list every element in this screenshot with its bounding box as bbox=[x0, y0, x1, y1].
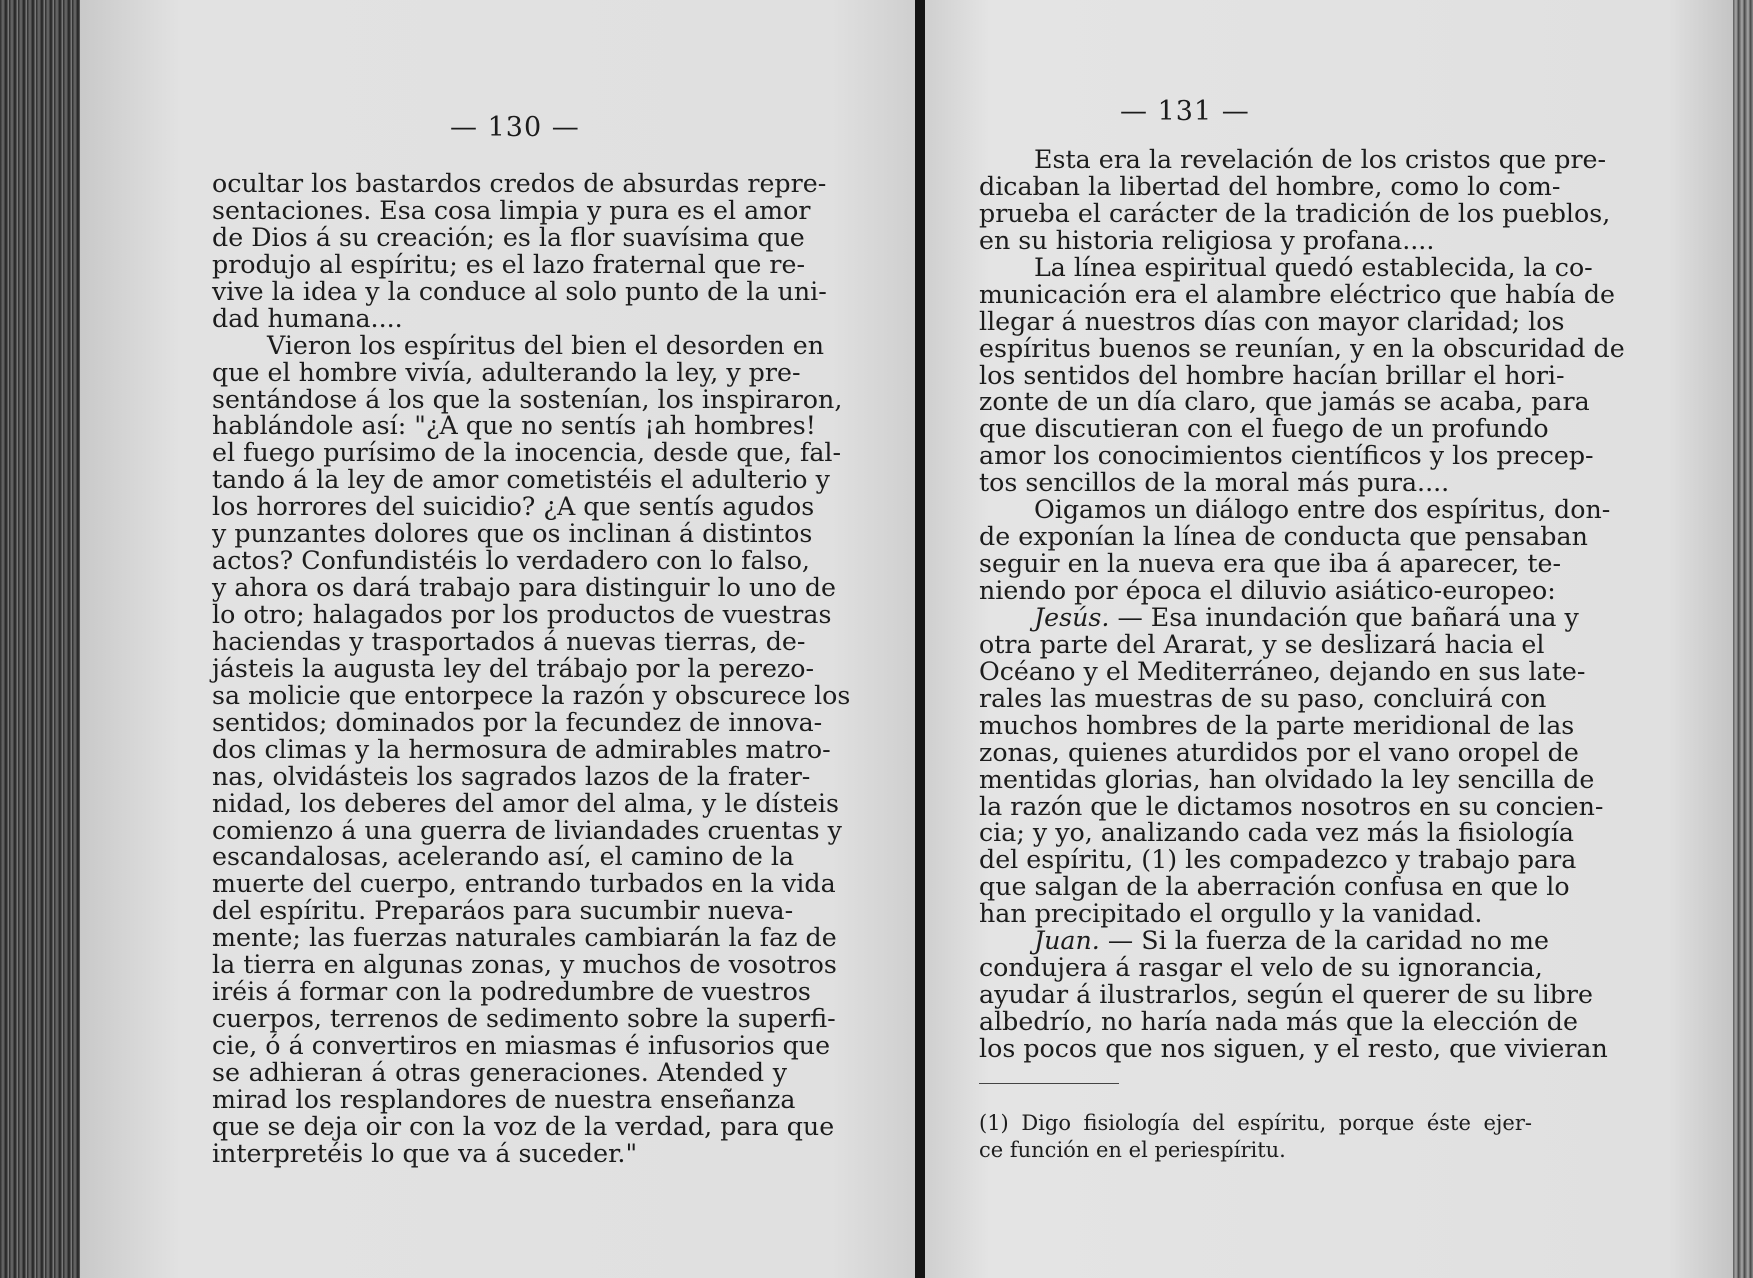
right-page-text bbox=[979, 145, 1625, 1063]
text-line: iréis á formar con la podredumbre de vuestros bbox=[212, 977, 811, 1007]
text-line: otra parte del Ararat, y se deslizará hacia el bbox=[979, 629, 1545, 659]
text-line: condujera á rasgar el velo de su ignorancia, bbox=[979, 953, 1543, 983]
text-line: cie, ó á convertiros en miasmas é infusorios que bbox=[212, 1031, 831, 1060]
text-line: del espíritu. Preparáos para sucumbir nueva- bbox=[212, 896, 794, 926]
book-edge-right bbox=[1733, 0, 1753, 1278]
text-line: zonte de un día claro, que jamás se acaba, para bbox=[979, 387, 1590, 417]
text-line: tando á la ley de amor cometistéis el adulterio y bbox=[212, 465, 830, 495]
text-line: que discutieran con el fuego de un profundo bbox=[979, 414, 1549, 444]
text-line: ocultar los bastardos credos de absurdas repre- bbox=[212, 169, 827, 198]
text-line: albedrío, no haría nada más que la elección de bbox=[979, 1007, 1578, 1036]
text-line: sentándose á los que la sostenían, los inspiraron, bbox=[212, 384, 843, 414]
page-number-left: — 130 — bbox=[450, 112, 580, 143]
text-line: espíritus buenos se reunían, y en la obscuridad de bbox=[979, 333, 1625, 363]
text-line: Oigamos un diálogo entre dos espíritus, don- bbox=[1034, 495, 1611, 525]
text-line: jásteis la augusta ley del trábajo por la perezo- bbox=[212, 653, 815, 683]
text-line: dicaban la libertad del hombre, como lo com- bbox=[979, 171, 1561, 201]
page-number-right: — 131 — bbox=[1120, 96, 1250, 127]
text-line: los sentidos del hombre hacían brillar el hori- bbox=[979, 360, 1565, 390]
text-line: ayudar á ilustrarlos, según el querer de su libre bbox=[979, 980, 1593, 1010]
text-line: muchos hombres de la parte meridional de las bbox=[979, 710, 1575, 740]
text-line: se adhieran á otras generaciones. Atended y bbox=[212, 1057, 787, 1087]
left-page-text bbox=[212, 169, 851, 1168]
book-gutter bbox=[915, 0, 925, 1278]
text-line: Vieron los espíritus del bien el desorden en bbox=[267, 330, 825, 360]
text-line: llegar á nuestros días con mayor claridad; los bbox=[979, 306, 1565, 336]
text-line: los pocos que nos siguen, y el resto, que vivieran bbox=[979, 1033, 1608, 1063]
text-line: Océano y el Mediterráneo, dejando en sus late- bbox=[979, 656, 1586, 686]
text-line: rales las muestras de su paso, concluirá con bbox=[979, 683, 1547, 713]
text-line: sa molicie que entorpece la razón y obscurece los bbox=[212, 680, 851, 710]
text-line: escandalosas, acelerando así, el camino de la bbox=[212, 842, 795, 872]
text-line: tos sencillos de la moral más pura.... bbox=[979, 468, 1450, 498]
text-line: que el hombre vivía, adulterando la ley, y pre- bbox=[212, 357, 801, 387]
text-line: mentidas glorias, han olvidado la ley sencilla de bbox=[979, 764, 1595, 794]
text-line: en su historia religiosa y profana.... bbox=[979, 225, 1435, 255]
text-line: amor los conocimientos científicos y los precep- bbox=[979, 441, 1594, 471]
text-line: comienzo á una guerra de liviandades cruentas y bbox=[212, 815, 842, 845]
text-line: sentidos; dominados por la fecundez de innova- bbox=[212, 707, 823, 737]
text-line: ce función en el periespíritu. bbox=[979, 1137, 1286, 1162]
text-line: prueba el carácter de la tradición de los pueblos, bbox=[979, 198, 1611, 228]
text-line: zonas, quienes aturdidos por el vano oropel de bbox=[979, 737, 1579, 767]
text-line: cia; y yo, analizando cada vez más la fisiología bbox=[979, 818, 1575, 848]
text-line: nas, olvidásteis los sagrados lazos de la frater- bbox=[212, 761, 811, 791]
text-line: produjo al espíritu; es el lazo fraternal que re- bbox=[212, 249, 806, 279]
text-line: de exponían la línea de conducta que pensaban bbox=[979, 522, 1588, 552]
text-line: la razón que le dictamos nosotros en su concien- bbox=[979, 791, 1604, 821]
footnote bbox=[979, 1110, 1532, 1164]
left-page bbox=[80, 0, 915, 1278]
text-line: niendo por época el diluvio asiático-europeo: bbox=[979, 576, 1556, 605]
text-line: que se deja oir con la voz de la verdad, para que bbox=[212, 1111, 835, 1141]
text-line: los horrores del suicidio? ¿A que sentís agudos bbox=[212, 492, 815, 522]
text-line: dos climas y la hermosura de admirables matro- bbox=[212, 734, 831, 764]
text-line: la tierra en algunas zonas, y muchos de vosotros bbox=[212, 950, 837, 980]
text-line: han precipitado el orgullo y la vanidad. bbox=[979, 899, 1483, 929]
text-line: muerte del cuerpo, entrando turbados en la vida bbox=[212, 869, 836, 899]
text-line: Esta era la revelación de los cristos que pre- bbox=[1034, 145, 1607, 174]
footnote-rule bbox=[979, 1083, 1119, 1084]
text-line: (1) Digo fisiología del espíritu, porque éste ejer- bbox=[979, 1111, 1532, 1135]
text-line: de Dios á su creación; es la flor suavísima que bbox=[212, 222, 805, 252]
text-line: haciendas y trasportados á nuevas tierras, de- bbox=[212, 626, 806, 656]
text-line: Jesús. — Esa inundación que bañará una y bbox=[1034, 602, 1579, 632]
text-line: Juan. — Si la fuerza de la caridad no me bbox=[1034, 926, 1549, 956]
text-line: mente; las fuerzas naturales cambiarán la faz de bbox=[212, 923, 837, 953]
right-page bbox=[925, 0, 1733, 1278]
text-line: mirad los resplandores de nuestra enseñanza bbox=[212, 1084, 796, 1114]
text-line: y punzantes dolores que os inclinan á distintos bbox=[212, 519, 813, 549]
text-line: nidad, los deberes del amor del alma, y le dísteis bbox=[212, 788, 839, 818]
text-line: y ahora os dará trabajo para distinguir lo uno de bbox=[212, 573, 837, 603]
book-edge-left bbox=[0, 0, 80, 1278]
text-line: La línea espiritual quedó establecida, la co- bbox=[1034, 252, 1593, 282]
text-line: lo otro; halagados por los productos de vuestras bbox=[212, 600, 832, 629]
text-line: cuerpos, terrenos de sedimento sobre la superfi- bbox=[212, 1004, 836, 1034]
text-line: del espíritu, (1) les compadezco y trabajo para bbox=[979, 845, 1577, 875]
text-line: que salgan de la aberración confusa en que lo bbox=[979, 872, 1570, 902]
text-line: seguir en la nueva era que iba á aparecer, te- bbox=[979, 549, 1562, 579]
text-line: el fuego purísimo de la inocencia, desde que, fal- bbox=[212, 438, 842, 468]
text-line: vive la idea y la conduce al solo punto de la uni- bbox=[212, 276, 827, 306]
text-line: hablándole así: "¿A que no sentís ¡ah hombres! bbox=[212, 411, 816, 441]
text-line: sentaciones. Esa cosa limpia y pura es el amor bbox=[212, 195, 811, 225]
text-line: dad humana.... bbox=[212, 303, 403, 333]
text-line: interpretéis lo que va á suceder." bbox=[212, 1138, 638, 1168]
text-line: municación era el alambre eléctrico que había de bbox=[979, 279, 1615, 309]
text-line: actos? Confundistéis lo verdadero con lo falso, bbox=[212, 546, 810, 576]
